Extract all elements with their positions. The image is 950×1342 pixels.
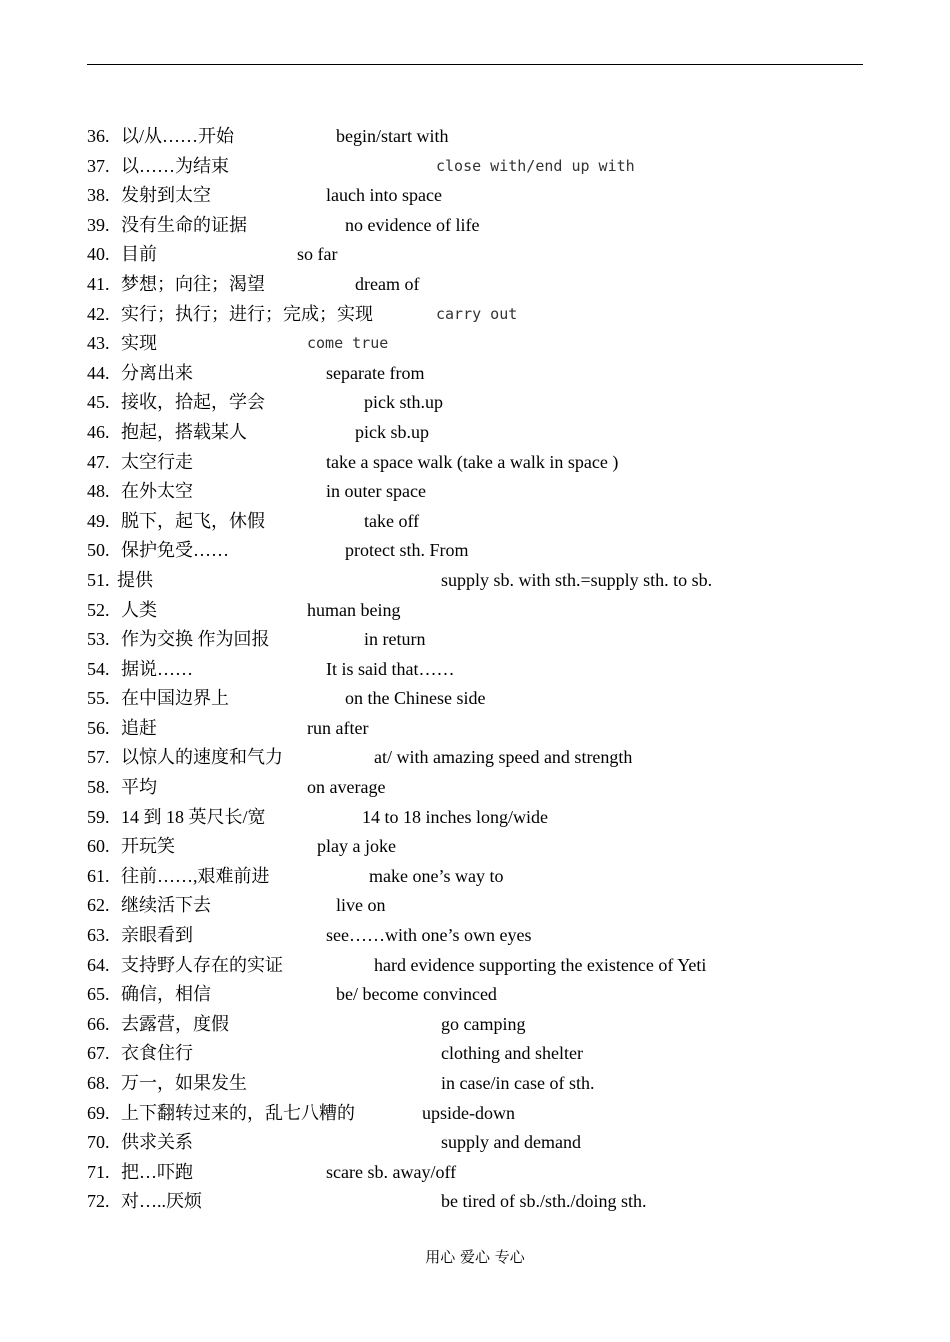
entry-number: 45. (87, 392, 110, 413)
english-phrase: separate from (326, 362, 425, 383)
english-phrase: pick sth.up (364, 392, 443, 413)
vocab-entry (87, 743, 867, 773)
english-phrase: no evidence of life (345, 214, 480, 235)
chinese-term: 梦想；向往；渴望 (121, 273, 265, 294)
english-phrase: go camping (441, 1013, 526, 1034)
vocab-entry (87, 566, 867, 596)
chinese-term: 上下翻转过来的，乱七八糟的 (121, 1102, 355, 1123)
vocab-entry (87, 507, 867, 537)
chinese-term: 接收，拾起，学会 (121, 392, 265, 413)
chinese-term: 实行；执行；进行；完成；实现 (121, 303, 373, 324)
vocab-entry (87, 773, 867, 803)
english-phrase: take off (364, 510, 420, 531)
entry-number: 46. (87, 421, 110, 442)
vocab-entry (87, 536, 867, 566)
vocab-entry (87, 1187, 867, 1217)
entry-number: 70. (87, 1132, 110, 1153)
english-phrase: make one’s way to (369, 865, 504, 886)
vocab-entry (87, 329, 867, 359)
english-phrase: in outer space (326, 481, 426, 502)
chinese-term: 对…..厌烦 (121, 1191, 202, 1212)
vocab-entry (87, 1158, 867, 1188)
english-phrase: human being (307, 599, 401, 620)
english-phrase: live on (336, 895, 386, 916)
chinese-term: 实现 (121, 333, 157, 354)
entry-number: 51. (87, 569, 110, 590)
chinese-term: 衣食住行 (121, 1043, 193, 1064)
english-phrase: supply sb. with sth.=supply sth. to sb. (441, 569, 713, 590)
chinese-term: 作为交换 作为回报 (121, 629, 270, 650)
chinese-term: 提供 (117, 569, 153, 590)
chinese-term: 太空行走 (121, 451, 193, 472)
english-phrase: in case/in case of sth. (441, 1073, 595, 1093)
entry-number: 55. (87, 688, 110, 709)
vocab-entry (87, 714, 867, 744)
vocabulary-list (87, 122, 867, 1217)
vocab-entry (87, 625, 867, 655)
english-phrase: It is said that…… (326, 658, 455, 679)
vocab-entry (87, 418, 867, 448)
entry-number: 56. (87, 717, 110, 738)
vocab-entry (87, 211, 867, 241)
chinese-term: 目前 (121, 244, 157, 265)
entry-number: 53. (87, 629, 110, 650)
entry-number: 49. (87, 510, 110, 531)
english-phrase: carry out (436, 304, 518, 323)
chinese-term: 往前……,艰难前进 (121, 865, 270, 886)
vocab-entry (87, 359, 867, 389)
vocab-entry (87, 891, 867, 921)
chinese-term: 去露营，度假 (121, 1013, 229, 1034)
vocab-entry (87, 181, 867, 211)
vocab-entry (87, 921, 867, 951)
entry-number: 39. (87, 214, 110, 235)
entry-number: 50. (87, 540, 110, 561)
chinese-term: 据说…… (121, 658, 193, 679)
vocab-entry (87, 1010, 867, 1040)
vocab-entry (87, 270, 867, 300)
english-phrase: so far (297, 244, 338, 265)
entry-number: 40. (87, 244, 110, 265)
entry-number: 63. (87, 925, 110, 946)
entry-number: 59. (87, 806, 110, 827)
entry-number: 47. (87, 451, 110, 472)
vocab-entry (87, 684, 867, 714)
chinese-term: 万一，如果发生 (121, 1073, 247, 1093)
vocab-entry (87, 951, 867, 981)
entry-number: 60. (87, 836, 110, 857)
vocab-entry (87, 448, 867, 478)
english-phrase: pick sb.up (355, 421, 429, 442)
entry-number: 68. (87, 1073, 110, 1093)
chinese-term: 把…吓跑 (121, 1161, 193, 1182)
entry-number: 36. (87, 126, 110, 146)
entry-number: 48. (87, 481, 110, 502)
chinese-term: 保护免受…… (121, 540, 229, 561)
vocab-entry (87, 122, 867, 152)
chinese-term: 确信，相信 (121, 984, 211, 1005)
english-phrase: be tired of sb./sth./doing sth. (441, 1191, 647, 1212)
entry-number: 43. (87, 333, 110, 354)
entry-number: 37. (87, 155, 110, 176)
english-phrase: in return (364, 629, 426, 650)
vocab-entry (87, 300, 867, 330)
page-footer: 用心 爱心 专心 (425, 1248, 525, 1266)
vocab-entry (87, 152, 867, 182)
chinese-term: 平均 (121, 777, 157, 798)
chinese-term: 开玩笑 (121, 836, 175, 857)
entry-number: 61. (87, 865, 110, 886)
english-phrase: supply and demand (441, 1132, 581, 1153)
chinese-term: 以/从……开始 (121, 126, 235, 146)
english-phrase: be/ become convinced (336, 984, 497, 1005)
vocab-entry (87, 832, 867, 862)
english-phrase: play a joke (317, 836, 396, 857)
entry-number: 66. (87, 1013, 110, 1034)
english-phrase: begin/start with (336, 126, 449, 146)
chinese-term: 脱下，起飞，休假 (121, 510, 265, 531)
entry-number: 54. (87, 658, 110, 679)
english-phrase: 14 to 18 inches long/wide (362, 806, 548, 827)
english-phrase: scare sb. away/off (326, 1161, 457, 1182)
vocab-entry (87, 477, 867, 507)
chinese-term: 没有生命的证据 (121, 214, 247, 235)
entry-number: 67. (87, 1043, 110, 1064)
english-phrase: on average (307, 777, 386, 798)
chinese-term: 支持野人存在的实证 (121, 954, 283, 975)
english-phrase: come true (307, 334, 389, 353)
chinese-term: 以惊人的速度和气力 (121, 747, 283, 768)
chinese-term: 继续活下去 (121, 895, 211, 916)
english-phrase: hard evidence supporting the existence of Yeti (374, 954, 707, 975)
english-phrase: on the Chinese side (345, 688, 486, 709)
vocab-entry (87, 1039, 867, 1069)
entry-number: 62. (87, 895, 110, 916)
english-phrase: run after (307, 717, 369, 738)
english-phrase: take a space walk (take a walk in space ) (326, 451, 619, 472)
vocab-entry (87, 1099, 867, 1129)
vocab-entry (87, 803, 867, 833)
chinese-term: 以……为结束 (121, 155, 229, 176)
vocab-entry (87, 240, 867, 270)
english-phrase: see……with one’s own eyes (326, 925, 532, 946)
english-phrase: lauch into space (326, 185, 442, 206)
vocab-entry (87, 655, 867, 685)
header-rule (87, 64, 863, 65)
english-phrase: clothing and shelter (441, 1043, 583, 1064)
chinese-term: 在外太空 (121, 481, 193, 502)
entry-number: 52. (87, 599, 110, 620)
entry-number: 69. (87, 1102, 110, 1123)
entry-number: 71. (87, 1161, 110, 1182)
chinese-term: 在中国边界上 (121, 688, 229, 709)
chinese-term: 14 到 18 英尺长/宽 (121, 806, 266, 827)
chinese-term: 发射到太空 (121, 185, 211, 206)
vocab-entry (87, 980, 867, 1010)
chinese-term: 亲眼看到 (121, 925, 193, 946)
chinese-term: 人类 (121, 599, 157, 620)
entry-number: 44. (87, 362, 110, 383)
vocab-entry (87, 1069, 867, 1099)
vocab-entry (87, 862, 867, 892)
english-phrase: upside-down (422, 1102, 515, 1123)
chinese-term: 分离出来 (121, 362, 193, 383)
chinese-term: 追赶 (121, 717, 157, 738)
entry-number: 64. (87, 954, 110, 975)
vocab-entry (87, 1128, 867, 1158)
english-phrase: close with/end up with (436, 156, 635, 175)
entry-number: 41. (87, 273, 110, 294)
entry-number: 72. (87, 1191, 110, 1212)
vocab-entry (87, 596, 867, 626)
english-phrase: at/ with amazing speed and strength (374, 747, 633, 768)
entry-number: 65. (87, 984, 110, 1005)
entry-number: 42. (87, 303, 110, 324)
entry-number: 38. (87, 185, 110, 206)
vocab-entry (87, 388, 867, 418)
chinese-term: 抱起，搭载某人 (121, 421, 247, 442)
entry-number: 57. (87, 747, 110, 768)
chinese-term: 供求关系 (121, 1132, 193, 1153)
english-phrase: dream of (355, 273, 420, 294)
english-phrase: protect sth. From (345, 540, 469, 561)
entry-number: 58. (87, 777, 110, 798)
